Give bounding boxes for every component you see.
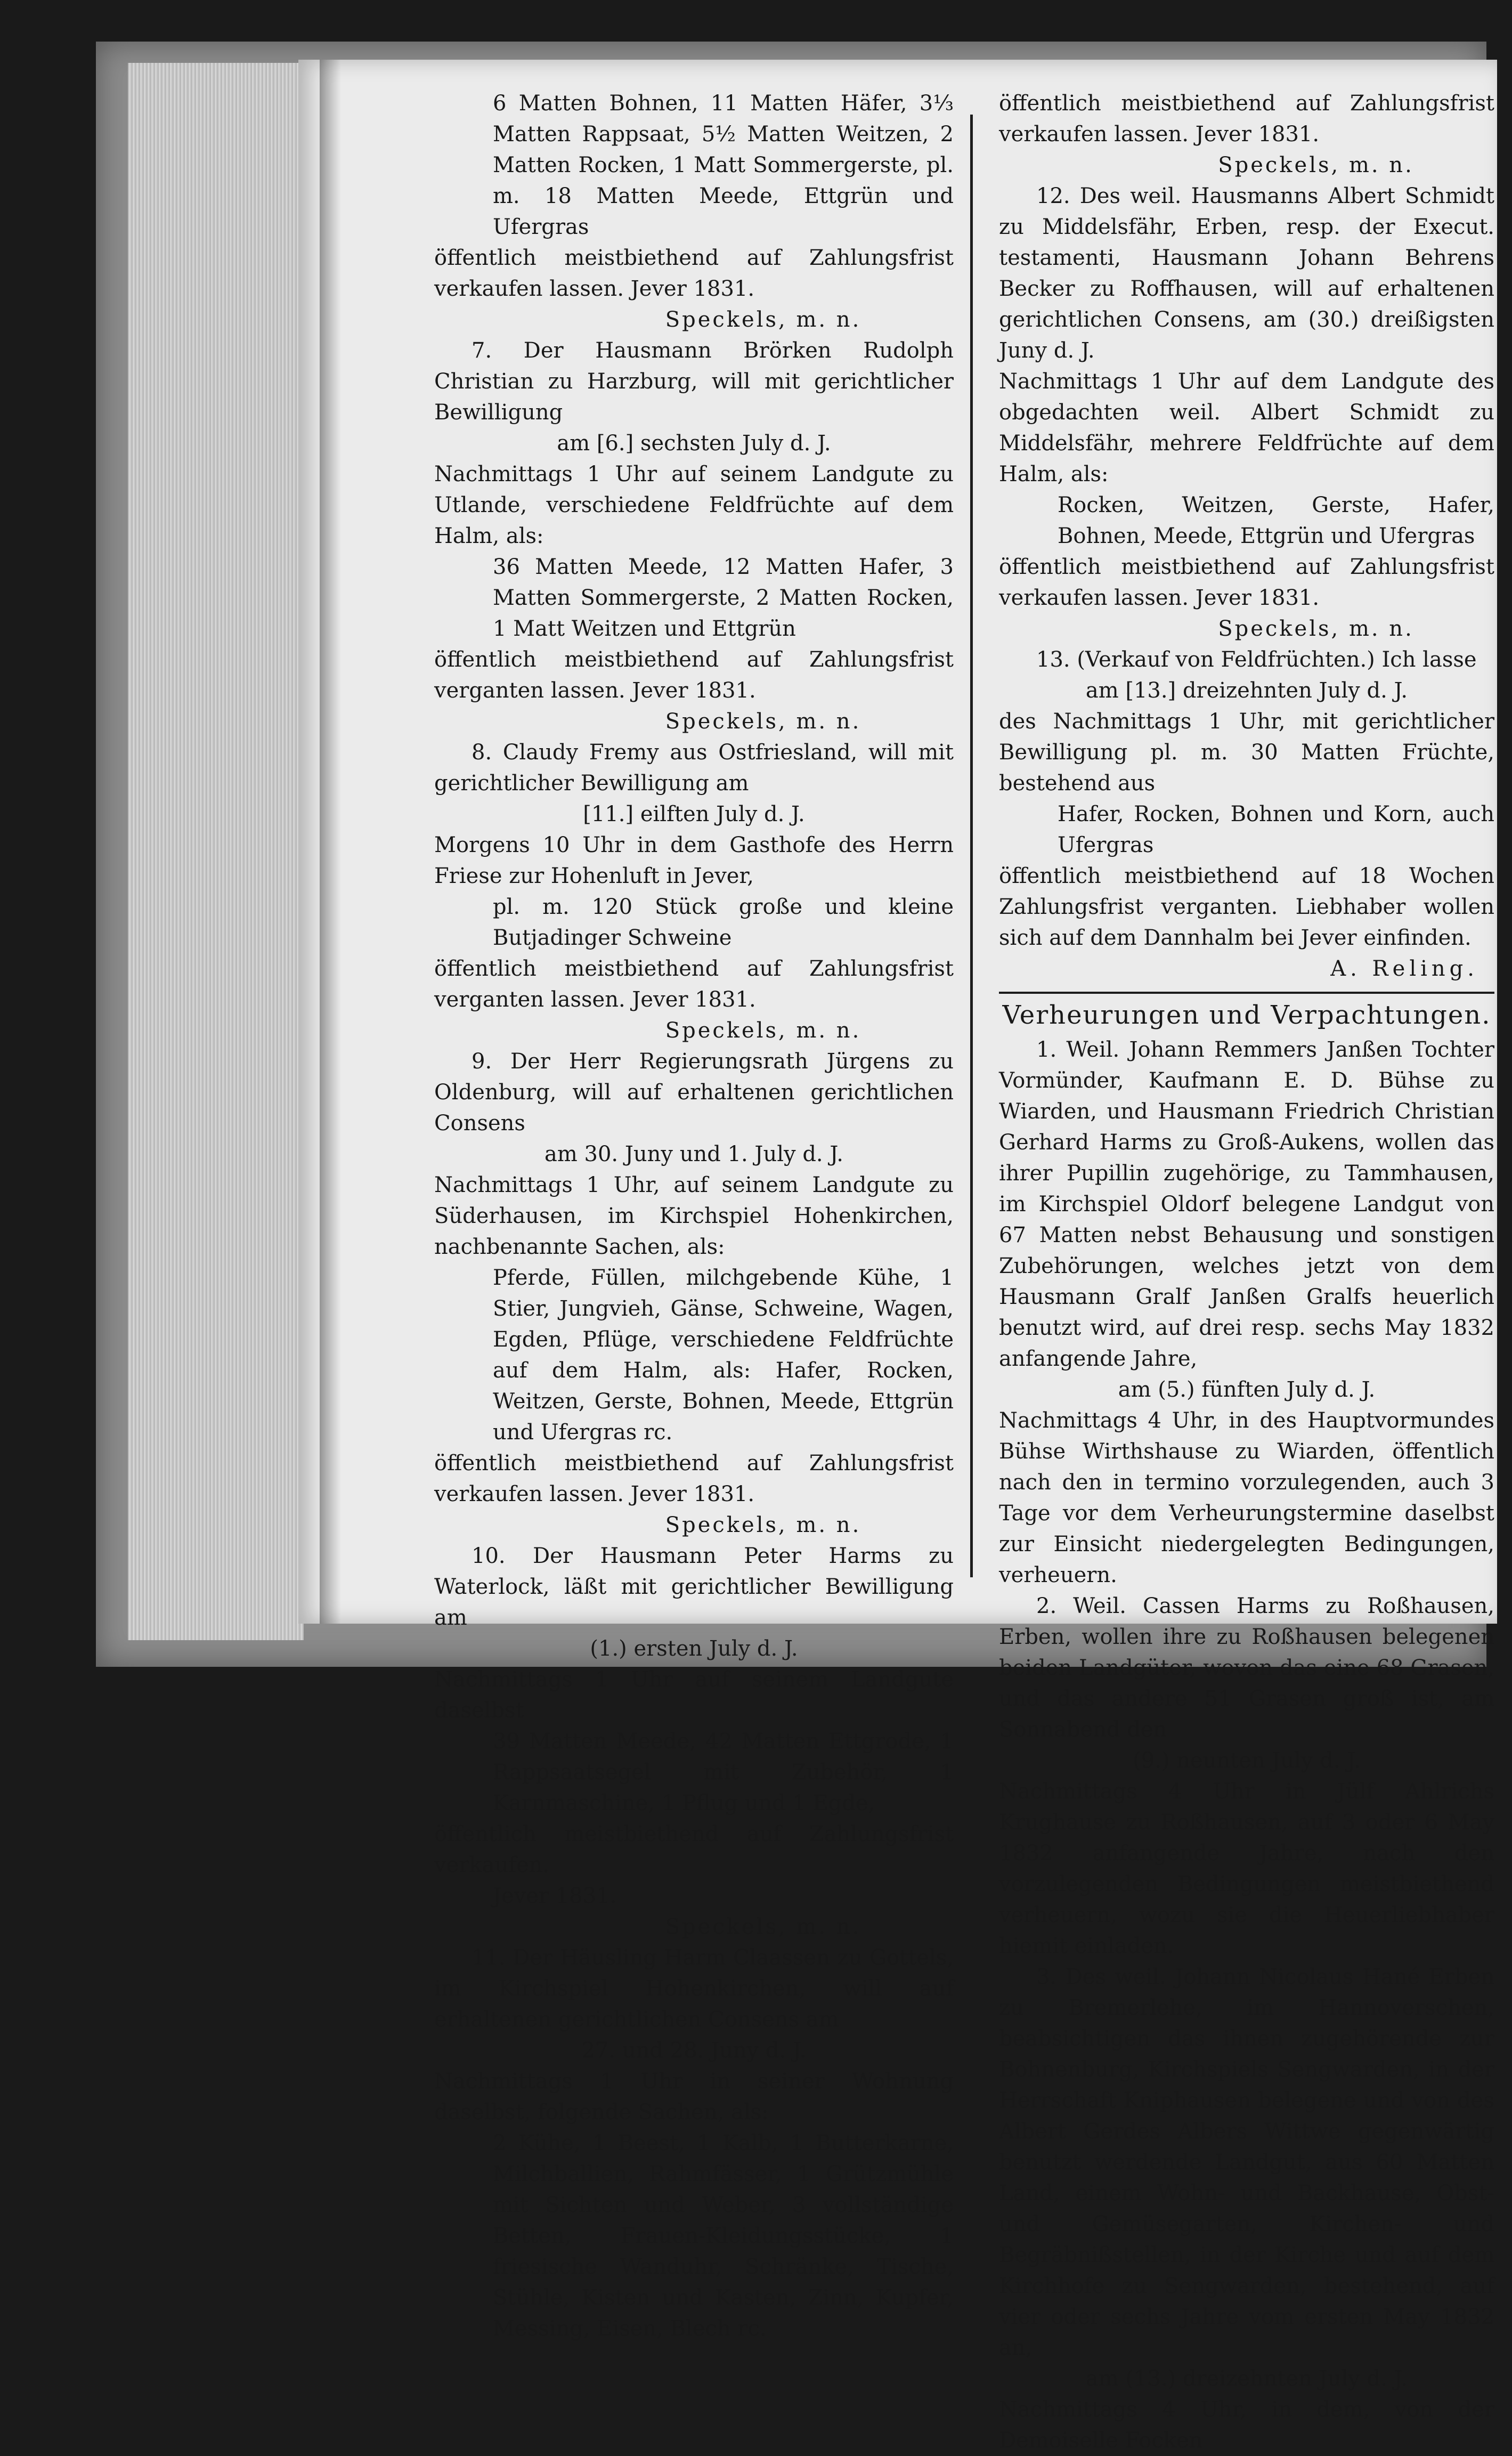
entry-line: [11.] eilften July d. J.	[583, 802, 805, 826]
signature: Speckels, m. n.	[665, 1513, 861, 1537]
entry-line: Hafer, Rocken, Bohnen und Korn, auch Ufergras	[1058, 802, 1494, 857]
entry-line: Jever 1831.	[493, 1884, 617, 1908]
entry-line: 8. Claudy Fremy aus Ostfriesland, will mit gerichtlicher Bewilligung am	[434, 740, 954, 796]
entry-line: Nachmittags 1 Uhr auf seinem Landgute daselbst	[434, 1667, 954, 1723]
right-column-bottom	[999, 1034, 1494, 2456]
entry-line: Nachmittags 1 Uhr auf seinem Landgute zu Utlande, verschiedene Feldfrüchte auf dem Halm, als:	[434, 462, 954, 548]
entry-line: 3. Des weil. Johann Nicolaus Hané Erben zu Bremerlehe, im Hannoverschen, beabsichtigen das ihnen zugehörende zur Bohnenburg, Kirchspiels Sengwarden, in der Herrschaft Kniphausen belegene und von des Albert Gerdes Albers Wittwe gegenwärtig benutzt werdende Landgut, aus 60 Matten Land, einem Wohn- und Backhause, Obst- und Gemüsegarten, Kirchen- und Begräbnißstellen, in der Kirche und auf dem Kirchhofe zu Sengwarden, bestehend, auf vier oder sechs Jahre vom ersten May 1832 an,	[999, 1964, 1494, 2360]
signature: Speckels, m. n.	[665, 1915, 861, 1939]
entry-line: am (5.) fünften July d. J.	[1118, 1377, 1376, 1402]
entry-line: Nachmittags 1 Uhr in seiner Wohnung daselbst, folgende Sachen, als:	[434, 2069, 954, 2125]
entry-line: 39 Matten Meede, 42 Matten Ettgrode, 1 Rappsaatsegel mit Zubehör, 1 Karnmaschine, 1 Pflug und 1 Egde,	[493, 1729, 954, 1815]
entry-v3	[999, 1961, 1494, 2456]
entry-line: am [13.] dreizehnten July d. J.	[1085, 678, 1408, 703]
section-title: Verheurungen und Verpachtungen.	[1002, 1000, 1491, 1030]
entry-e12	[999, 181, 1494, 644]
entry-line: am 30. Juny und 1. July d. J.	[544, 1142, 843, 1166]
entry-e10	[434, 1541, 954, 1942]
right-column-top	[999, 88, 1494, 984]
signature: Speckels, m. n.	[665, 709, 861, 734]
entry-line: 2 Kühe, 1 Beest, 1 Kalb, 1 Butterkarne, Milchballien, Rahmfässer, 1 Grützmühle mit Sichten und Weber, 3 vollständige Betten, Frauen-Kleidungsstücke, 1 friesische Wanduhr, Schränke, Tische, Stühle, Kisten und Kasten, Zinn, Kupfer, Messing, Eisen, Blech rc.	[493, 2131, 954, 2341]
entry-line: Nachmittags 4 Uhr, in des Hauptvormundes Bühse Wirthshause zu Wiarden, öffentlich nach den in termino vorzulegenden, auch 3 Tage vor dem Verheurungstermine daselbst zur Einsicht niedergelegten Bedingungen, verheuern.	[999, 1408, 1494, 1587]
entry-v2	[999, 1591, 1494, 1961]
entry-e13	[999, 644, 1494, 984]
entry-line: Nachmittags 4 Uhr in Jülf Ahlrichs Krughause zu Roßhausen, auf 3 oder 6 May 1832 anfangende Jahre, nach den vorzulegenden Bedingungen meistbiethend verheuern, wozu sie die Heuerliebhaber hiemit einladen.	[999, 1779, 1494, 1958]
entry-line: am [6.] sechsten July d. J.	[557, 431, 831, 456]
entry-line: 11. Der Häusling Harm Claassen zu Gottels, im Kirchspiel Hohenkirchen, will auf erhaltenen gerichtlichen Consens am	[434, 1946, 954, 2032]
entry-cont	[434, 88, 954, 335]
entry-line: öffentlich meistbiethend auf Zahlungsfrist verganten lassen. Jever 1831.	[434, 957, 954, 1012]
entry-line: am (13.) dreizehnten July d. J.	[1085, 2366, 1408, 2391]
entry-e8	[434, 737, 954, 1046]
entry-e9	[434, 1046, 954, 1541]
signature: A. Reling.	[1330, 957, 1478, 981]
entry-line: öffentlich meistbiethend auf 18 Wochen Zahlungsfrist verganten. Liebhaber wollen sich auf dem Dannhalm bei Jever einfinden.	[999, 864, 1494, 950]
entry-line: Nachmittags 1 Uhr auf dem Landgute des obgedachten weil. Albert Schmidt zu Middelsfähr, mehrere Feldfrüchte auf dem Halm, als:	[999, 369, 1494, 487]
entry-line: Pferde, Füllen, milchgebende Kühe, 1 Stier, Jungvieh, Gänse, Schweine, Wagen, Egden, Pflüge, verschiedene Feldfrüchte auf dem Halm, als: Hafer, Rocken, Weitzen, Gerste, Bohnen, Meede, Ettgrün und Ufergras rc.	[493, 1266, 954, 1445]
entry-line: 10. Der Hausmann Peter Harms zu Waterlock, läßt mit gerichtlicher Bewilligung am	[434, 1544, 954, 1630]
entry-line: öffentlich meistbiethend auf Zahlungsfrist verganten lassen. Jever 1831.	[434, 647, 954, 703]
entry-line: des Nachmittags 1 Uhr, mit gerichtlicher Bewilligung pl. m. 30 Matten Früchte, bestehend aus	[999, 709, 1494, 796]
entry-line: Morgens 10 Uhr in dem Gasthofe des Herrn Friese zur Hohenluft in Jever,	[434, 833, 954, 888]
entry-line: 9. Der Herr Regierungsrath Jürgens zu Oldenburg, will auf erhaltenen gerichtlichen Consens	[434, 1049, 954, 1136]
entry-line: öffentlich meistbiethend auf Zahlungsfrist verkaufen lassen. Jever 1831.	[434, 246, 954, 301]
entry-line: (1.) ersten July d. J.	[590, 1636, 798, 1661]
signature: Speckels, m. n.	[665, 1018, 861, 1043]
entry-line: Nachmittags 1 Uhr, auf seinem Landgute zu Süderhausen, im Kirchspiel Hohenkirchen, nachbenannte Sachen, als:	[434, 1173, 954, 1259]
entry-line: pl. m. 120 Stück große und kleine Butjadinger Schweine	[493, 895, 954, 950]
page-gutter-shadow	[320, 60, 341, 1624]
entry-line: Rocken, Weitzen, Gerste, Hafer, Bohnen, Meede, Ettgrün und Ufergras	[1058, 493, 1494, 548]
left-column	[434, 88, 954, 2344]
entry-line: 1. Weil. Johann Remmers Janßen Tochter Vormünder, Kaufmann E. D. Bühse zu Wiarden, und Hausmann Friedrich Christian Gerhard Harms zu Groß-Aukens, wollen das ihrer Pupillin zugehörige, zu Tammhausen, im Kirchspiel Oldorf belegene Landgut von 67 Matten nebst Behausung und sonstigen Zubehörungen, welches jetzt von dem Hausmann Gralf Janßen Gralfs heuerlich benutzt wird, auf drei resp. sechs May 1832 anfangende Jahre,	[999, 1037, 1494, 1371]
column-divider	[970, 115, 973, 1577]
entry-line: öffentlich meistbiethend auf Zahlungsfrist verkaufen lassen. Jever 1831.	[999, 91, 1494, 147]
entry-line: öffentlich meistbiethend auf Zahlungsfrist verkaufen lassen. Jever 1831.	[999, 555, 1494, 610]
entry-rcont	[999, 88, 1494, 181]
signature: Speckels, m. n.	[665, 307, 861, 332]
signature: Speckels, m. n.	[1218, 153, 1414, 177]
entry-line: öffentlich meistbiethend auf Zahlungsfrist verkaufen lassen. Jever 1831.	[434, 1451, 954, 1506]
entry-e7	[434, 335, 954, 737]
entry-line: 27. und 28. Juny d. J.	[581, 2038, 807, 2063]
entry-line: 7. Der Hausmann Brörken Rudolph Christian zu Harzburg, will mit gerichtlicher Bewilligung	[434, 338, 954, 425]
entry-line: 6 Matten Bohnen, 11 Matten Häfer, 3⅓ Matten Rappsaat, 5½ Matten Weitzen, 2 Matten Rocken, 1 Matt Sommergerste, pl. m. 18 Matten Meede, Ettgrün und Ufergras	[493, 91, 954, 239]
entry-line: öffentlich meistbiethend auf Zahlungsfrist verkaufen.	[434, 1822, 954, 1877]
entry-line: 12. Des weil. Hausmanns Albert Schmidt zu Middelsfähr, Erben, resp. der Execut. testamenti, Hausmann Johann Behrens Becker zu Roffhausen, will auf erhaltenen gerichtlichen Consens, am (30.) dreißigsten Juny d. J.	[999, 184, 1494, 363]
entry-v1	[999, 1034, 1494, 1591]
right-column	[999, 88, 1494, 2456]
page-block-edges	[128, 63, 304, 1640]
entry-line: 13. (Verkauf von Feldfrüchten.) Ich lasse	[1036, 647, 1477, 672]
entry-line: 36 Matten Meede, 12 Matten Hafer, 3 Matten Sommergerste, 2 Matten Rocken, 1 Matt Weitzen und Ettgrün	[493, 555, 954, 641]
section-rule	[999, 992, 1494, 994]
signature: Speckels, m. n.	[1218, 617, 1414, 641]
entry-e11	[434, 1942, 954, 2344]
entry-line: 2. Weil. Cassen Harms zu Roßhausen, Erben, wollen ihre zu Roßhausen belegenen beiden Landgüter, wovon das eine 68 Grasen, und das andere 51 Grasen groß ist, am Sonnabend den	[999, 1593, 1494, 1742]
entry-line: (9.) neunten July d. J.	[1133, 1748, 1361, 1773]
entry-line: Nachmittags 4 Uhr, in dem, von der Demoiselle Focken	[999, 2397, 1494, 2453]
